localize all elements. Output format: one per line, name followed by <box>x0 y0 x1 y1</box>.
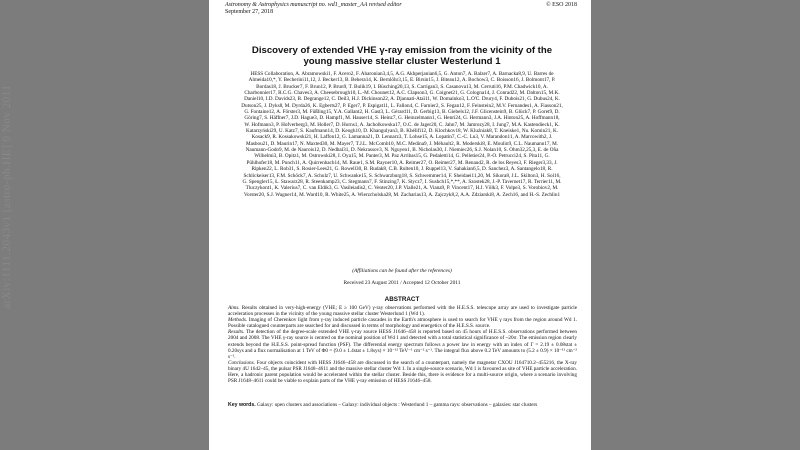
journal-line: Astronomy & Astrophysics manuscript no. wd1_master_AA revised editor <box>225 2 402 8</box>
keywords <box>228 402 577 408</box>
abstract-methods <box>228 317 577 329</box>
abstract-text: Four objects coincident with HESS J1646–458 are discussed in the search of a counterpart, namely the magnetar CXOU J164710.2–455216, the X-ray binary 4U 1642–45, the pulsar PSR J1648–4611 and the massive stellar cluster Wd 1. In a single-source scenario, Wd 1 is favoured as site of VHE particle acceleration. Here, a hadronic parent population would be accelerated within the stellar cluster. Beside this, there is evidence for a multi-source origin, where a scenario involving PSR J1648–4611 could be viable to explain parts of the VHE γ-ray emission of HESS J1646–458. <box>228 359 577 385</box>
copyright-notice: © ESO 2018 <box>546 2 577 8</box>
manuscript-date: September 27, 2018 <box>225 8 274 15</box>
abstract-label: Results. <box>228 329 245 336</box>
abstract-conclusions <box>228 360 577 384</box>
abstract-text: The detection of the degree-scale extended VHE γ-ray source HESS J1646–458 is reported based on 45 hours of H.E.S.S. observations performed between 2004 and 2008. The VHE γ-ray source is centred on the nominal position of Wd 1 and detected with a total statistical significance of ~20σ. The emission region clearly extends beyond the H.E.S.S. point-spread function (PSF). The differential energy spectrum follows a power law in energy with an index of Γ = 2.19 ± 0.08stat ± 0.20sys and a flux normalisation at 1 TeV of Φ0 = (9.0 ± 1.4stat ± 1.8sys) × 10⁻¹² TeV⁻¹ cm⁻² s⁻¹. The integral flux above 0.2 TeV amounts to (5.2 ± 0.9) × 10⁻¹¹ cm⁻² s⁻¹. <box>228 329 577 360</box>
keywords-label: Key words. <box>228 402 256 408</box>
received-accepted-dates: Received 23 August 2011 / Accepted 12 October 2011 <box>343 280 461 286</box>
paper-title: Discovery of extended VHE γ-ray emission from the vicinity of the young massive stellar cluster Westerlund 1 <box>251 45 553 67</box>
paper-page <box>209 0 591 450</box>
keywords-text: Galaxy: open clusters and associations – Galaxy: individual objects : Westerlund 1 – gamma rays: observations – galaxies: star clusters <box>256 402 538 408</box>
abstract-label: Aims. <box>228 305 240 311</box>
abstract-text: Imaging of Cherenkov light from γ-ray induced particle cascades in the Earth's atmosphere is used to search for VHE γ rays from the region around Wd 1. Possible catalogued counterparts are searched for and discussed in terms of morphology and energetics of the H.E.S.S. source. <box>228 317 577 330</box>
running-header <box>225 2 577 15</box>
abstract-body <box>228 305 577 384</box>
abstract-heading: ABSTRACT <box>384 296 420 303</box>
affiliations-note: (Affiliations can be found after the references) <box>352 268 452 274</box>
abstract-text: Results obtained in very-high-energy (VHE; E ≥ 100 GeV) γ-ray observations performed with the H.E.S.S. telescope array are used to investigate particle acceleration processes in the vicinity of the young massive stellar cluster Westerlund 1 (Wd 1). <box>228 305 577 318</box>
abstract-label: Methods. <box>228 317 248 324</box>
arxiv-stamp: arXiv:1111.2043v1 [astro-ph.HE] 9 Nov 2011 <box>1 84 13 309</box>
abstract-aims <box>228 305 577 317</box>
author-list: HESS Collaboration, A. Abramowski1, F. Acero2, F. Aharonian3,4,5, A.G. Akhperjanian6,5, G. Anton7, A. Balzer7, A. Barnacka8,9, U. Barres de Almeida10,*, Y. Becherini11,12, J. Becker13, B. Behera14, K. Bernlöhr3,15, E. Birsin15, J. Biteau12, A. Bochow3, C. Boisson16, J. Bolmont17, P. Bordas18, J. Brucker7, F. Brun12, P. Brun9, T. Bulik19, I. Büsching20,13, S. Carrigan3, S. Casanova13, M. Cerruti16, P.M. Chadwick10, A. Charbonnier17, R.C.G. Chaves3, A. Cheesebrough10, L.-M. Chounet12, A.C. Clapson3, G. Coignet21, G. Cologna14, J. Conrad22, M. Dalton15, M.K. Daniel10, I.D. Davids23, B. Degrange12, C. Deil3, H.J. Dickinson22, A. Djannati-Ataï11, W. Domainko3, L.O'C. Drury4, F. Dubois21, G. Dubus24, K. Dutson25, J. Dyks8, M. Dyrda26, K. Egberts27, P. Eger7, P. Espigat11, L. Fallon4, C. Farnier2, S. Fegan12, F. Feinstein2, M.V. Fernandes1, A. Fiasson21, G. Fontaine12, A. Förster3, M. Füßling15, Y.A. Gallant2, H. Gast3, L. Gérard11, D. Gerbig13, B. Giebels12, J.F. Glicenstein9, B. Glück7, P. Goret9, D. Göring7, S. Häffner7, J.D. Hague3, D. Hampf1, M. Hauser14, S. Heinz7, G. Heinzelmann1, G. Henri24, G. Hermann3, J.A. Hinton25, A. Hoffmann18, W. Hofmann3, P. Hofverberg3, M. Holler7, D. Horns1, A. Jacholkowska17, O.C. de Jager20, C. Jahn7, M. Jamrozy28, I. Jung7, M.A. Kastendieck1, K. Katarzyński29, U. Katz7, S. Kaufmann14, D. Keogh10, D. Khangulyan3, B. Khélifi12, D. Klochkov18, W. Kluźniak8, T. Kneiske1, Nu. Komin21, K. Kosack9, R. Kossakowski21, H. Laffon12, G. Lamanna21, D. Lennarz3, T. Lohse15, A. Lopatin7, C.-C. Lu3, V. Marandon11, A. Marcowith2, J. Masbou21, D. Maurin17, N. Maxted30, M. Mayer7, T.J.L. McComb10, M.C. Medina9, J. Méhault2, R. Moderski8, E. Moulin9, C.L. Naumann17, M. Naumann-Godo9, M. de Naurois12, D. Nedbal31, D. Nekrassov3, N. Nguyen1, B. Nicholas30, J. Niemiec26, S.J. Nolan10, S. Ohm32,25,3, E. de Oña Wilhelmi3, B. Opitz1, M. Ostrowski28, I. Oya15, M. Panter3, M. Paz Arribas15, G. Pedaletti14, G. Pelletier24, P.-O. Petrucci24, S. Pita11, G. Pühlhofer18, M. Punch11, A. Quirrenbach14, M. Raue1, S.M. Rayner10, A. Reimer27, O. Reimer27, M. Renaud2, R. de los Reyes3, F. Rieger3,33, J. Ripken22, L. Rob31, S. Rosier-Lees21, G. Rowell30, B. Rudak8, C.B. Rulten10, J. Ruppel13, V. Sahakian6,5, D. Sanchez3, A. Santangelo18, R. Schlickeiser13, F.M. Schöck7, A. Schulz7, U. Schwanke15, S. Schwarzburg18, S. Schwemmer14, F. Sheidaei11,20, M. Sikora8, J.L. Skilton3, H. Sol16, G. Spengler15, Ł. Stawarz28, R. Steenkamp23, C. Stegmann7, F. Stinzing7, K. Stycz7, I. Sushch15,*,**, A. Szostek28, J.-P. Tavernet17, R. Terrier11, M. Tluczykont1, K. Valerius7, C. van Eldik3, G. Vasileiadis2, C. Venter20, J.P. Vialle21, A. Viana9, P. Vincent17, H.J. Völk3, F. Volpe3, S. Vorobiov2, M. Vorster20, S.J. Wagner14, M. Ward10, R. White25, A. Wierzcholska28, M. Zacharias13, A. Zajczyk8,2, A.A. Zdziarski8, A. Zech16, and H.-S. Zechlin1 <box>241 71 563 198</box>
abstract-results <box>228 329 577 359</box>
abstract-label: Conclusions. <box>228 359 255 366</box>
